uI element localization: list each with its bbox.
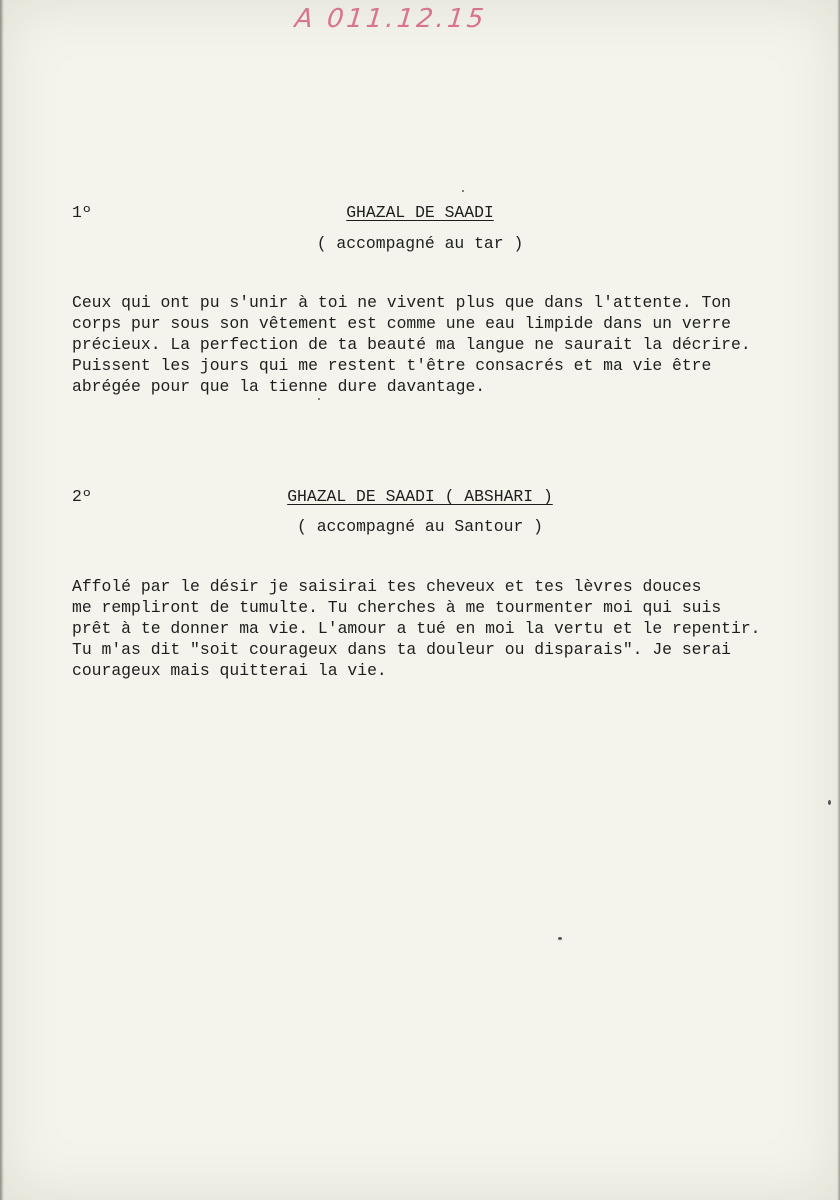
scan-speck	[318, 398, 320, 400]
section-2-subtitle: ( accompagné au Santour )	[297, 517, 543, 536]
section-1-title: GHAZAL DE SAADI	[346, 203, 494, 222]
handwritten-reference-number: A 011.12.15	[293, 4, 488, 34]
section-2-title: GHAZAL DE SAADI ( ABSHARI )	[287, 487, 553, 506]
section-1-number: 1º	[72, 203, 92, 222]
scan-speck	[462, 190, 464, 192]
section-1-subtitle: ( accompagné au tar )	[316, 234, 524, 253]
section-2-number: 2º	[72, 487, 92, 506]
scan-speck	[558, 937, 562, 940]
section-1-text: Ceux qui ont pu s'unir à toi ne vivent plus que dans l'attente. Ton corps pur sous son vêtement est comme une eau limpide dans un verre précieux. La perfection de ta beauté ma langue ne saurait la décrire. Puissent les jours qui me restent t'être consacrés et ma vie être abrégée pour que la tienne dure davantage.	[72, 293, 751, 396]
page-edge-left	[0, 0, 4, 1200]
scan-speck	[828, 800, 831, 805]
section-2-text: Affolé par le désir je saisirai tes cheveux et tes lèvres douces me rempliront de tumulte. Tu cherches à me tourmenter moi qui suis prêt à te donner ma vie. L'amour a tué en moi la vertu et le repentir. Tu m'as dit "soit courageux dans ta douleur ou disparais". Je serai courageux mais quitterai la vie.	[72, 577, 761, 680]
